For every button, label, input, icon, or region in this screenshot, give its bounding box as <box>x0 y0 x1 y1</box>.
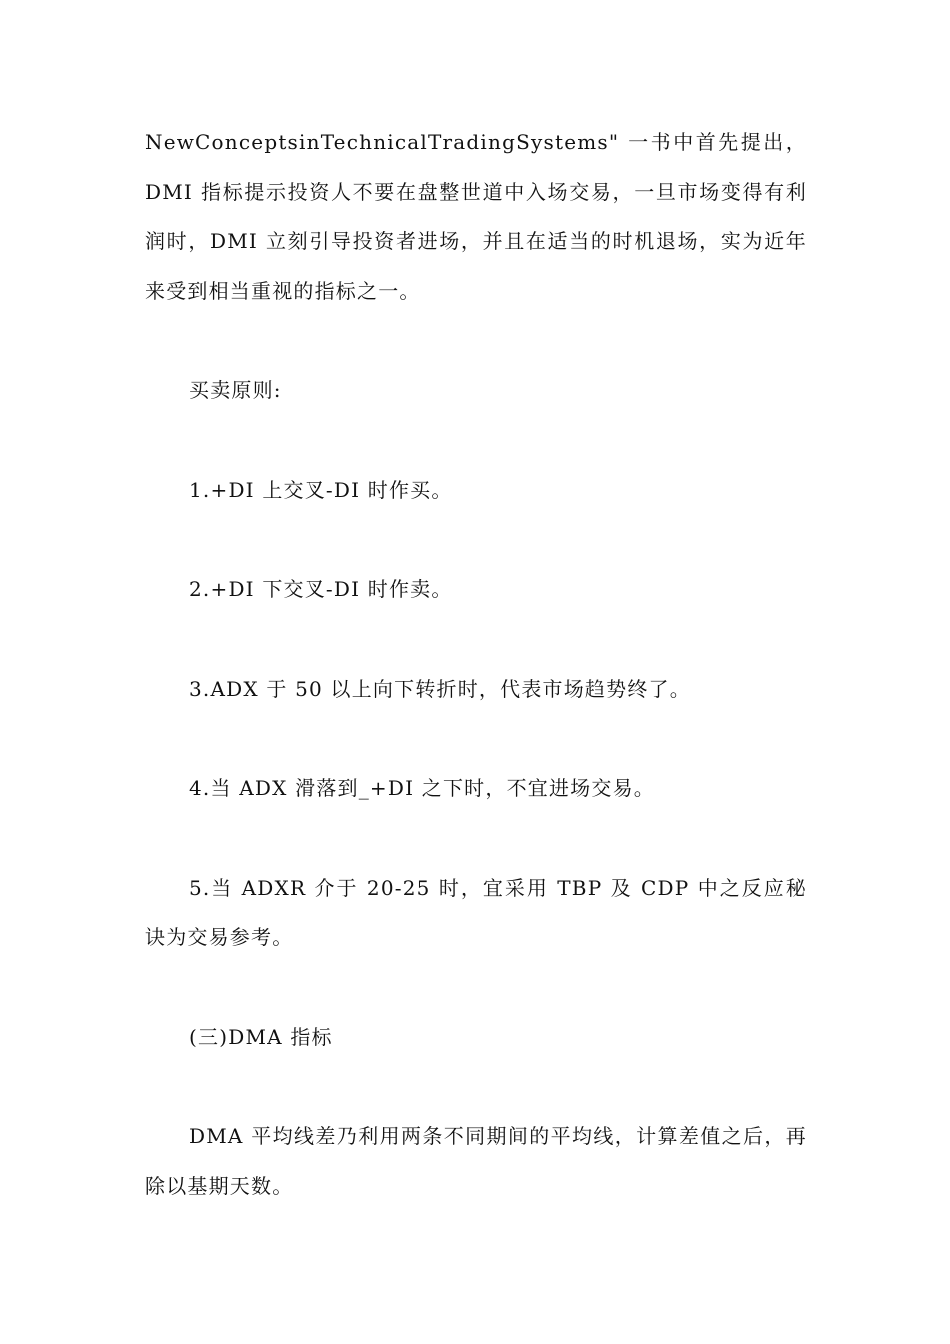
paragraph-gap <box>145 814 807 864</box>
paragraph-dmi-intro: NewConceptsinTechnicalTradingSystems" 一书中首先提出，DMI 指标提示投资人不要在盘整世道中入场交易，一旦市场变得有利润时，DMI 立刻引导投资者进场，并且在适当的时机退场，实为近年来受到相当重视的指标之一。 <box>145 130 807 303</box>
paragraph-gap <box>145 963 807 1013</box>
paragraph-gap <box>145 714 807 764</box>
rule-item-4: 4.当 ADX 滑落到_+DI 之下时，不宜进场交易。 <box>189 776 655 800</box>
paragraph-gap <box>145 515 807 565</box>
rule-item-3: 3.ADX 于 50 以上向下转折时，代表市场趋势终了。 <box>189 676 691 701</box>
document-body <box>145 118 807 1211</box>
rule-item-1: 1.+DI 上交叉-DI 时作买。 <box>189 477 453 502</box>
rule-item-2: 2.+DI 下交叉-DI 时作卖。 <box>189 577 453 601</box>
paragraph-gap <box>145 416 807 466</box>
section-heading-dma: (三)DMA 指标 <box>189 1024 333 1049</box>
rule-item-5: 5.当 ADXR 介于 20-25 时，宜采用 TBP 及 CDP 中之反应秘诀为交易参考。 <box>145 875 807 949</box>
paragraph-dma-definition: DMA 平均线差乃利用两条不同期间的平均线，计算差值之后，再除以基期天数。 <box>145 1124 807 1198</box>
paragraph-gap <box>145 1062 807 1112</box>
paragraph-gap <box>145 316 807 366</box>
paragraph-gap <box>145 615 807 665</box>
section-heading-trading-rules: 买卖原则: <box>189 378 282 402</box>
